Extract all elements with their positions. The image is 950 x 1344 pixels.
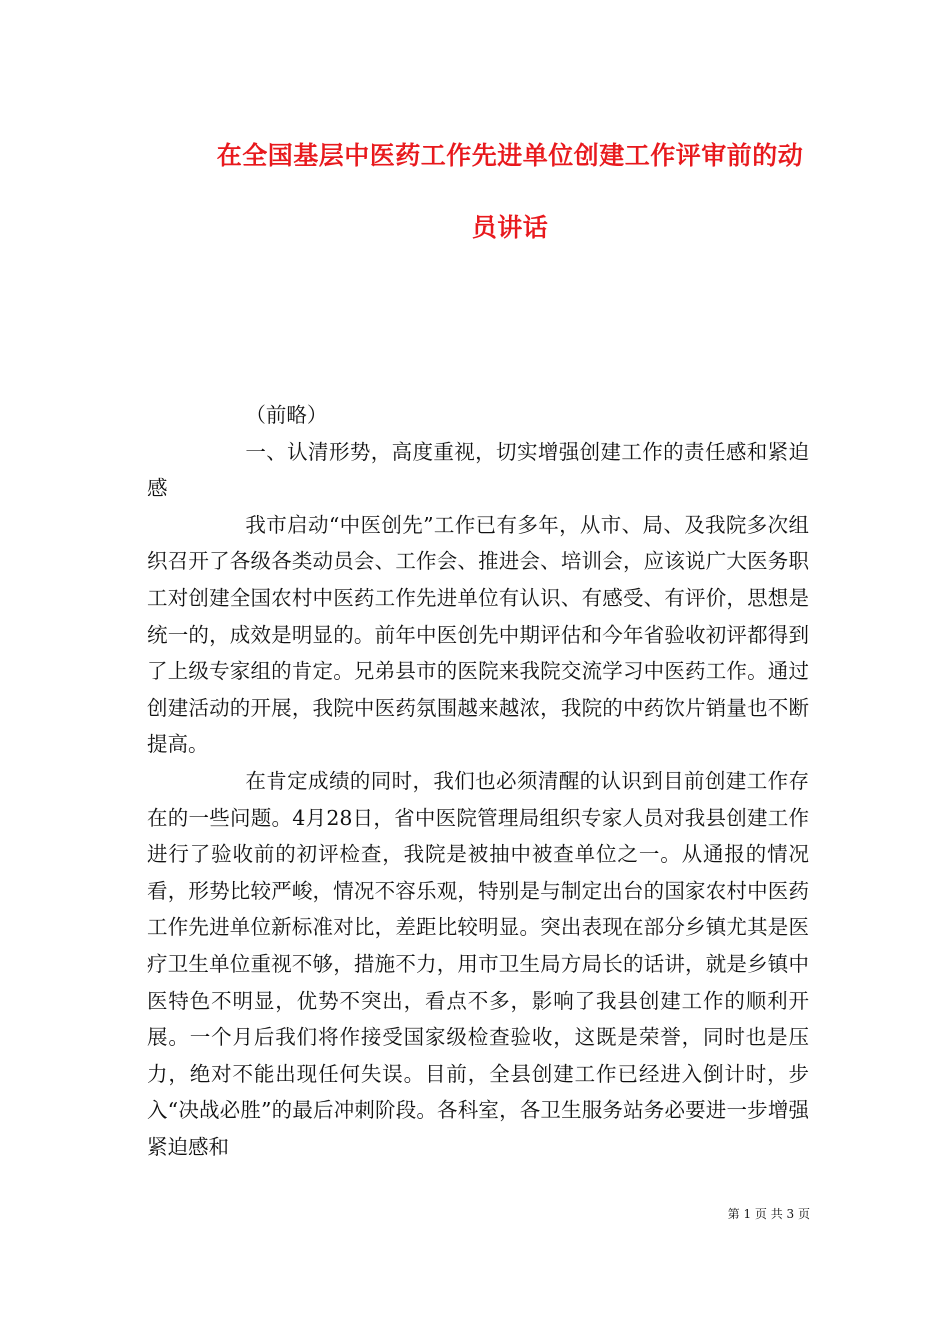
paragraph-heading-1: 一、认清形势，高度重视，切实增强创建工作的责任感和紧迫感 — [147, 439, 809, 501]
page-number-footer: 第 1 页 共 3 页 — [727, 1207, 810, 1221]
document-body — [147, 397, 809, 1165]
document-title-line-1: 在全国基层中医药工作先进单位创建工作评审前的动 — [216, 141, 804, 170]
paragraph-body-1: 我市启动“中医创先”工作已有多年，从市、局、及我院多次组织召开了各级各类动员会、工作会、推进会、培训会，应该说广大医务职工对创建全国农村中医药工作先进单位有认识、有感受、有评价，思想是统一的，成效是明显的。前年中医创先中期评估和今年省验收初评都得到了上级专家组的肯定。兄弟县市的医院来我院交流学习中医药工作。通过创建活动的开展，我院中医药氛围越来越浓，我院的中药饮片销量也不断提高。 — [147, 512, 809, 757]
document-title-line-2: 员讲话 — [471, 213, 549, 242]
paragraph-preface: （前略） — [245, 403, 328, 427]
paragraph-body-2: 在肯定成绩的同时，我们也必须清醒的认识到目前创建工作存在的一些问题。4月28日，省中医院管理局组织专家人员对我县创建工作进行了验收前的初评检查，我院是被抽中被查单位之一。从通报的情况看，形势比较严峻，情况不容乐观，特别是与制定出台的国家农村中医药工作先进单位新标准对比，差距比较明显。突出表现在部分乡镇尤其是医疗卫生单位重视不够，措施不力，用市卫生局方局长的话讲，就是乡镇中医特色不明显，优势不突出，看点不多，影响了我县创建工作的顺利开展。一个月后我们将作接受国家级检查验收，这既是荣誉，同时也是压力，绝对不能出现任何失误。目前，全县创建工作已经进入倒计时，步入“决战必胜”的最后冲刺阶段。各科室，各卫生服务站务必要进一步增强紧迫感和 — [147, 768, 809, 1159]
